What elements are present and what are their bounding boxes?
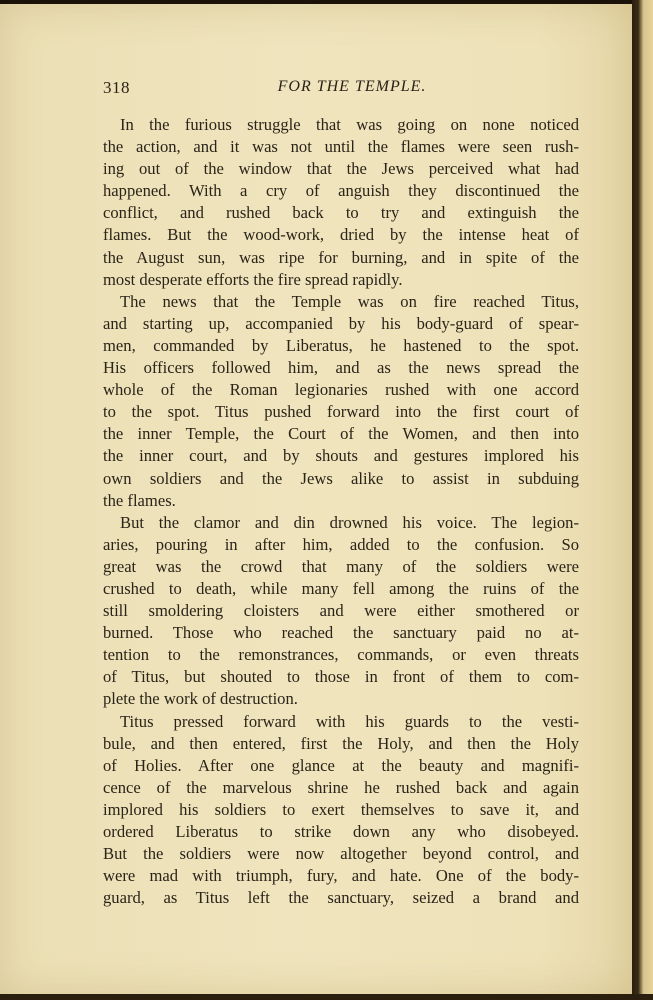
text-line: cence of the marvelous shrine he rushed back and again [103,777,579,797]
text-line: flames. But the wood-work, dried by the intense heat of [103,225,579,245]
page-edge [632,0,653,1000]
text-line: Titus pressed forward with his guards to the vesti- [120,711,579,731]
text-line: guard, as Titus left the sanctuary, seized a brand and [103,888,579,908]
text-line: of Holies. After one glance at the beauty and magnifi- [103,755,579,775]
text-line: to the spot. Titus pushed forward into the first court of [103,402,579,422]
text-line: the action, and it was not until the flames were seen rush- [103,137,579,157]
text-line: His officers followed him, and as the news spread the [103,358,579,378]
book-page [0,4,632,994]
text-line: tention to the remonstrances, commands, or even threats [103,645,579,665]
text-line: aries, pouring in after him, added to the confusion. So [103,534,579,554]
text-line: crushed to death, while many fell among the ruins of the [103,578,579,598]
text-line: plete the work of destruction. [103,689,298,709]
text-line: of Titus, but shouted to those in front of them to com- [103,667,579,687]
text-line: and starting up, accompanied by his body-guard of spear- [103,313,579,333]
text-line: most desperate efforts the fire spread rapidly. [103,269,403,289]
text-line: But the clamor and din drowned his voice. The legion- [120,512,579,532]
text-line: implored his soldiers to exert themselves to save it, and [103,799,579,819]
text-line: In the furious struggle that was going on none noticed [120,115,579,134]
text-line: the flames. [103,490,176,510]
text-line: own soldiers and the Jews alike to assist in subduing [103,468,579,488]
text-line: burned. Those who reached the sanctuary paid no at- [103,623,579,643]
running-head: FOR THE TEMPLE. [277,78,427,95]
text-line: happened. With a cry of anguish they discontinued the [103,181,579,201]
text-line: ing out of the window that the Jews perceived what had [103,159,579,179]
body-text [103,114,579,909]
page-header [103,78,581,102]
text-line: were mad with triumph, fury, and hate. One of the body- [103,866,579,886]
text-line: conflict, and rushed back to try and extinguish the [103,203,579,223]
text-line: The news that the Temple was on fire reached Titus, [120,291,579,311]
text-line: the August sun, was ripe for burning, and in spite of the [103,247,579,267]
text-line: men, commanded by Liberatus, he hastened to the spot. [103,335,579,355]
text-line: ordered Liberatus to strike down any who disobeyed. [103,822,579,841]
text-line: whole of the Roman legionaries rushed with one accord [103,380,579,400]
text-line: the inner Temple, the Court of the Women, and then into [103,424,579,444]
text-line: great was the crowd that many of the soldiers were [103,556,579,576]
page-number: 318 [103,78,130,97]
text-line: still smoldering cloisters and were either smothered or [103,601,579,621]
text-line: But the soldiers were now altogether beyond control, and [103,844,579,864]
page-bottom-edge [0,994,653,1000]
text-line: the inner court, and by shouts and gestures implored his [103,446,579,466]
text-line: bule, and then entered, first the Holy, and then the Holy [103,733,579,753]
